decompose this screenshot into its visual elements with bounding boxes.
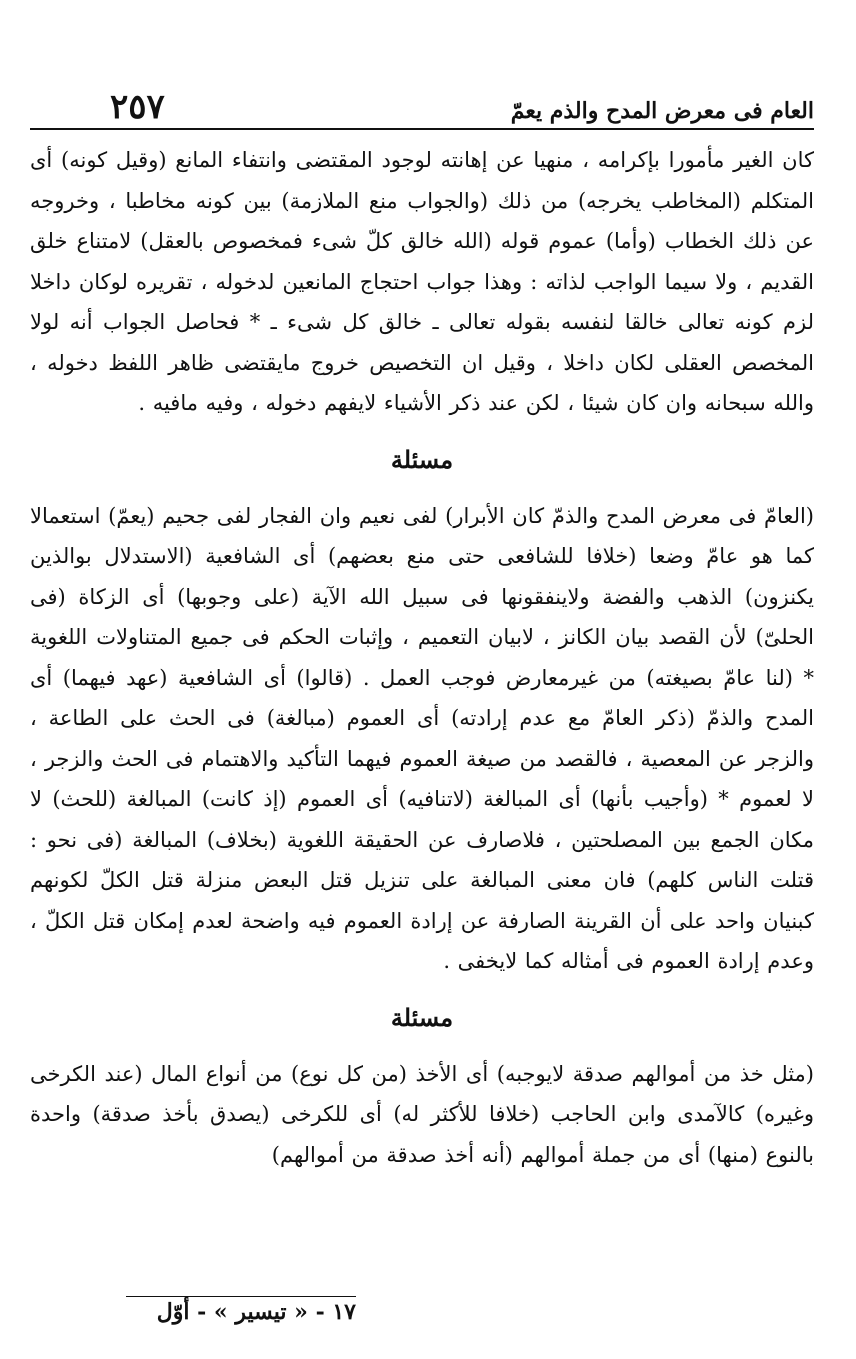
section-heading: مسئلة xyxy=(390,444,454,474)
page-body xyxy=(30,140,814,1175)
paragraph: (العامّ فى معرض المدح والذمّ كان الأبرار) لفى نعيم وان الفجار لفى جحيم (يعمّ) استعمالا كما هو عامّ وضعا (خلافا للشافعى حتى منع بعضهم) أى الشافعية (الاستدلال بوالذين يكنزون) الذهب والفضة ولاينفقونها فى سبيل الله الآية (على وجوبها) أى الزكاة (فى الحلىّ) لأن القصد بيان الكانز ، لابيان التعميم ، وإثبات الحكم فى جميع المتناولات اللغوية * (لنا عامّ بصيغته) من غيرمعارض فوجب العمل . (قالوا) أى الشافعية (عهد فيهما) أى المدح والذمّ (ذكر العامّ مع عدم إرادته) أى العموم (مبالغة) فى الحث على الطاعة ، والزجر عن المعصية ، فالقصد من صيغة العموم فيهما التأكيد والاهتمام فى الحث والزجر ، لا لعموم * (وأجيب بأنها) أى المبالغة (لاتنافيه) أى العموم (إذ كانت) المبالغة (للحث) لا مكان الجمع بين المصلحتين ، فلاصارف عن الحقيقة اللغوية (بخلاف) المبالغة (فى نحو : قتلت الناس كلهم) فان معنى المبالغة على تنزيل قتل البعض منزلة قتل الكلّ لكونهم كبنيان واحد على أن القرينة الصارفة عن إرادة العموم فيه واضحة لعدم إمكان قتل الكلّ ، وعدم إرادة العموم فى أمثاله كما لايخفى . xyxy=(30,503,814,973)
running-title: العام فى معرض المدح والذم يعمّ xyxy=(510,98,814,124)
section-heading: مسئلة xyxy=(390,1002,454,1032)
signature-mark: ١٧ - « تيسير » - أوّل xyxy=(126,1296,356,1325)
paragraph: كان الغير مأمورا بإكرامه ، منهيا عن إهانته لوجود المقتضى وانتفاء المانع (وقيل كونه) أى المتكلم (المخاطب يخرجه) من ذلك (والجواب منع الملازمة) بين كونه مخاطبا ، وخروجه عن ذلك الخطاب (وأما) عموم قوله (الله خالق كلّ شىء فمخصوص بالعقل) لامتناع خلق القديم ، ولا سيما الواجب لذاته : وهذا جواب احتجاج المانعين لدخوله ، تقريره لوكان داخلا لزم كونه تعالى خالقا لنفسه بقوله تعالى ـ خالق كل شىء ـ * فحاصل الجواب أنه لولا المخصص العقلى لكان داخلا ، وقيل ان التخصيص خروج مايقتضى ظاهر اللفظ دخوله ، والله سبحانه وان كان شيئا ، لكن عند ذكر الأشياء لايفهم دخوله ، وفيه مافيه . xyxy=(30,148,814,415)
paragraph: (مثل خذ من أموالهم صدقة لايوجبه) أى الأخذ (من كل نوع) من أنواع المال (عند الكرخى وغيره) كالآمدى وابن الحاجب (خلافا للأكثر له) أى للكرخى (يصدق بأخذ صدقة) واحدة بالنوع (منها) أى من جملة أموالهم (أنه أخذ صدقة من أموالهم) xyxy=(30,1061,814,1167)
page-header xyxy=(30,84,814,130)
page-number: ٢٥٧ xyxy=(110,87,165,127)
